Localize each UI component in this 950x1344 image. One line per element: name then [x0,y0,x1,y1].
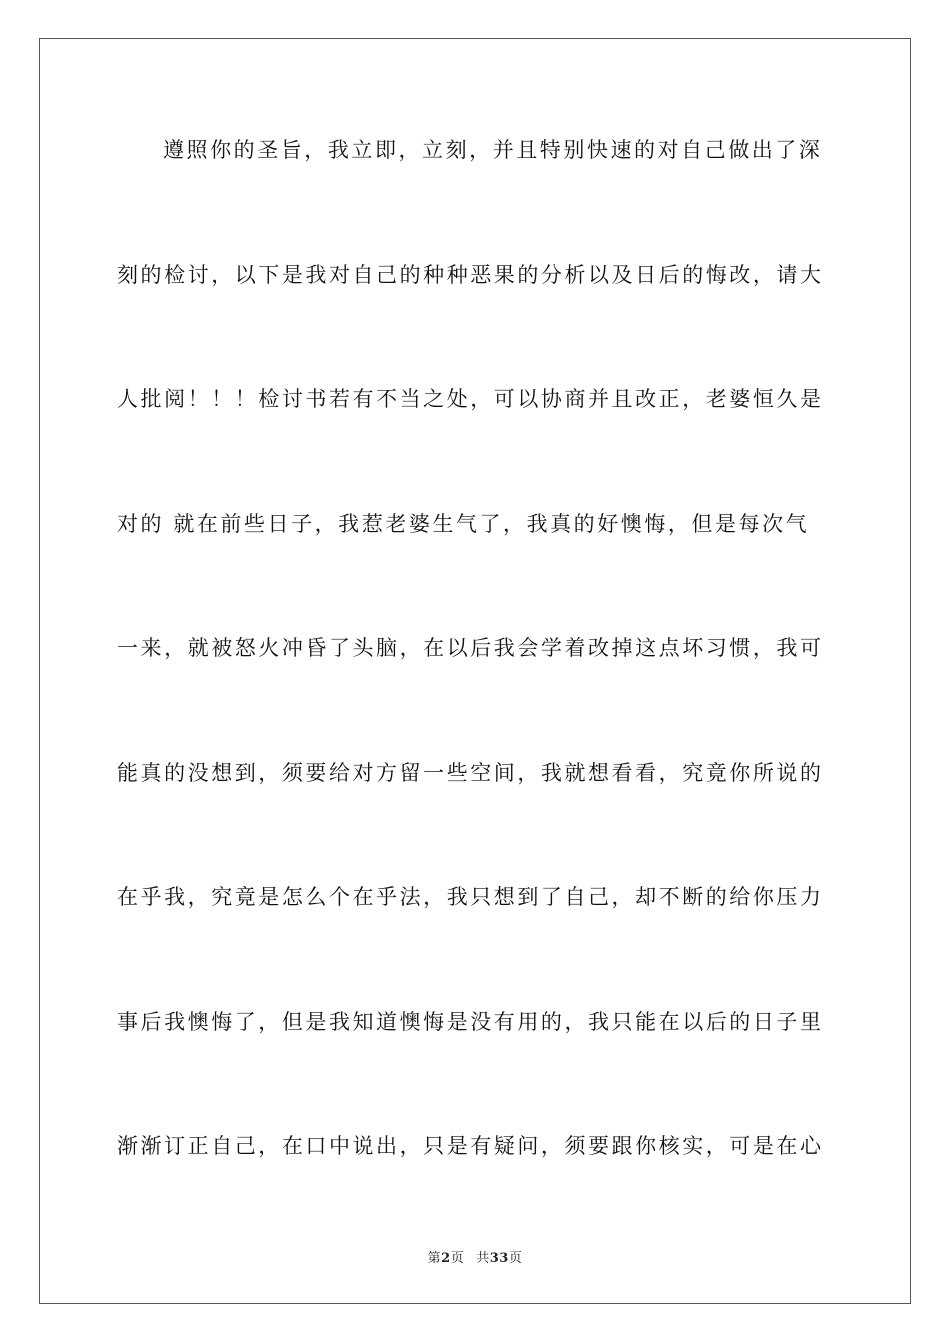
page-footer [0,1247,950,1266]
page-suffix: 页 [450,1251,465,1266]
text-line-2: 刻的检讨，以下是我对自己的种种恶果的分析以及日后的悔改，请大 [117,262,824,287]
total-suffix: 页 [508,1251,523,1266]
text-line-4: 对的 就在前些日子，我惹老婆生气了，我真的好懊悔，但是每次气 [117,511,810,536]
text-line-8: 事后我懊悔了，但是我知道懊悔是没有用的，我只能在以后的日子里 [117,1009,824,1034]
text-line-1: 遵照你的圣旨，我立即，立刻，并且特别快速的对自己做出了深 [163,138,823,162]
total-prefix: 共 [476,1251,490,1266]
total-pages: 33 [489,1251,509,1266]
text-line-3: 人批阅！！！检讨书若有不当之处，可以协商并且改正，老婆恒久是 [117,387,824,411]
text-line-5: 一来，就被怒火冲昏了头脑，在以后我会学着改掉这点坏习惯，我可 [117,636,824,660]
text-line-6: 能真的没想到，须要给对方留一些空间，我就想看看，究竟你所说的 [117,760,824,785]
page-number: 2 [441,1251,451,1266]
page-prefix: 第 [427,1251,442,1266]
text-line-7: 在乎我，究竟是怎么个在乎法，我只想到了自己，却不断的给你压力 [117,885,824,909]
text-line-9: 渐渐订正自己，在口中说出，只是有疑问，须要跟你核实，可是在心 [117,1134,824,1158]
document-body [117,120,837,1241]
